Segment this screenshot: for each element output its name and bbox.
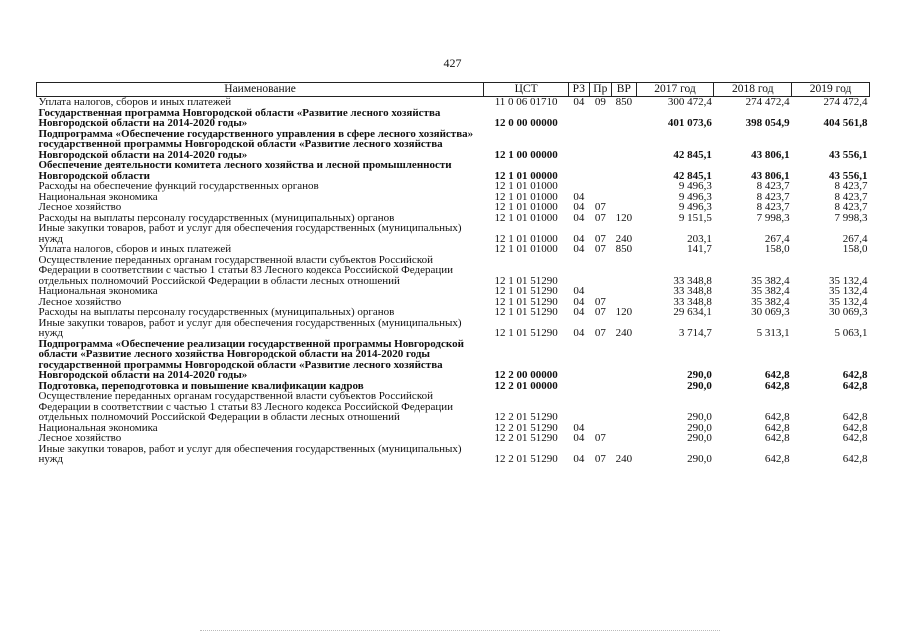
cell-2018: 642,8 xyxy=(764,432,790,444)
cell-vr: 850 xyxy=(615,96,633,108)
cell-2017: 42 845,1 xyxy=(673,148,712,161)
cell-rz: 04 xyxy=(573,285,585,297)
cell-vr: 120 xyxy=(615,306,633,318)
cell-vr xyxy=(612,192,637,203)
page-number: 427 xyxy=(443,56,462,70)
cell-vr xyxy=(612,381,637,392)
cell-2017: 33 348,8 xyxy=(673,295,712,308)
cell-pr xyxy=(589,108,612,129)
cell-rz: 04 xyxy=(573,432,585,444)
cell-name: Иные закупки товаров, работ и услуг для обеспечения государственных (муниципальных) нужд xyxy=(38,222,462,245)
cell-vr: 240 xyxy=(615,232,633,245)
cell-2019: 8 423,7 xyxy=(834,190,868,203)
cell-2019: 642,8 xyxy=(842,379,868,392)
cell-name: Иные закупки товаров, работ и услуг для обеспечения государственных (муниципальных) нужд xyxy=(38,442,462,465)
cell-pr xyxy=(589,181,612,192)
cell-vr: 240 xyxy=(615,453,633,465)
cell-2019: 35 132,4 xyxy=(829,274,868,287)
cell-2017: 401 073,6 xyxy=(667,117,712,129)
table-row xyxy=(37,286,870,297)
cell-vr xyxy=(612,129,637,161)
cell-name: Лесное хозяйство xyxy=(38,432,122,444)
cell-2017: 290,0 xyxy=(687,379,712,392)
cell-pr: 07 xyxy=(594,295,606,308)
header-name: Наименование xyxy=(37,83,484,97)
table-header-row xyxy=(37,83,870,97)
cell-pr xyxy=(589,381,612,392)
cell-cst: 12 2 00 00000 xyxy=(494,369,558,381)
cell-2017: 33 348,8 xyxy=(673,285,712,297)
cell-cst: 12 1 01 51290 xyxy=(494,327,558,339)
cell-2018: 642,8 xyxy=(764,411,790,423)
cell-2017: 290,0 xyxy=(687,421,712,434)
cell-pr xyxy=(589,160,612,181)
cell-pr xyxy=(589,391,612,423)
cell-2019: 267,4 xyxy=(842,232,868,245)
cell-cst: 12 1 01 51290 xyxy=(494,274,558,287)
cell-2018: 35 382,4 xyxy=(751,285,790,297)
cell-cst: 12 1 01 51290 xyxy=(494,306,558,318)
cell-rz xyxy=(569,108,589,129)
cell-pr: 09 xyxy=(594,96,606,108)
cell-2017: 9 496,3 xyxy=(678,201,712,213)
cell-cst: 12 1 01 01000 xyxy=(494,211,558,224)
cell-2019: 642,8 xyxy=(842,432,868,444)
cell-2019: 43 556,1 xyxy=(829,169,868,182)
cell-cst: 12 2 01 51290 xyxy=(494,421,558,434)
cell-cst: 12 1 01 51290 xyxy=(494,295,558,308)
header-rz: РЗ xyxy=(569,83,589,97)
cell-pr: 07 xyxy=(594,306,606,318)
cell-rz xyxy=(569,255,589,287)
table-row xyxy=(37,433,870,444)
cell-pr: 07 xyxy=(594,211,606,224)
cell-vr xyxy=(612,255,637,287)
cell-name: Осуществление переданных органам государственной власти субъектов Российской Федерации в соответствии с частью 1 статьи 83 Лесного кодекса Российской Федерации отдельных полномочий Российской Федерации в области лесных отношений xyxy=(38,390,454,423)
cell-vr: 850 xyxy=(615,243,633,255)
cell-2019: 43 556,1 xyxy=(829,148,868,161)
header-cst: ЦСТ xyxy=(484,83,569,97)
cell-2019: 8 423,7 xyxy=(834,180,868,192)
cell-rz xyxy=(569,129,589,161)
cell-cst: 11 0 06 01710 xyxy=(494,96,558,108)
cell-rz: 04 xyxy=(573,306,585,318)
cell-2017: 33 348,8 xyxy=(673,274,712,287)
cell-rz: 04 xyxy=(573,295,585,308)
cell-name: Лесное хозяйство xyxy=(38,201,122,213)
cell-2019: 404 561,8 xyxy=(823,117,868,129)
header-pr: Пр xyxy=(589,83,612,97)
cell-name: Уплата налогов, сборов и иных платежей xyxy=(38,243,232,255)
table-row xyxy=(37,202,870,213)
cell-rz xyxy=(569,339,589,381)
cell-vr xyxy=(612,108,637,129)
cell-2018: 8 423,7 xyxy=(756,201,790,213)
cell-pr xyxy=(589,255,612,287)
cell-name: Расходы на обеспечение функций государственных органов xyxy=(38,180,319,192)
cell-name: Национальная экономика xyxy=(38,421,158,434)
cell-2018: 5 313,1 xyxy=(756,327,790,339)
cell-rz xyxy=(569,391,589,423)
table-row xyxy=(37,108,870,129)
cell-2018: 8 423,7 xyxy=(756,180,790,192)
cell-2017: 300 472,4 xyxy=(667,96,712,108)
cell-rz: 04 xyxy=(573,232,585,245)
cell-name: Осуществление переданных органам государственной власти субъектов Российской Федерации в соответствии с частью 1 статьи 83 Лесного кодекса Российской Федерации отдельных полномочий Российской Федерации в области лесных отношений xyxy=(38,253,454,287)
cell-cst: 12 1 01 51290 xyxy=(494,285,558,297)
cell-rz: 04 xyxy=(573,453,585,465)
cell-2017: 3 714,7 xyxy=(678,327,712,339)
cell-2019: 7 998,3 xyxy=(834,211,868,224)
cell-name: Расходы на выплаты персоналу государственных (муниципальных) органов xyxy=(38,211,395,224)
table-row xyxy=(37,160,870,181)
cell-2018: 642,8 xyxy=(764,369,790,381)
budget-table xyxy=(36,82,870,465)
cell-2019: 642,8 xyxy=(842,421,868,434)
cell-rz: 04 xyxy=(573,201,585,213)
cell-vr xyxy=(612,433,637,444)
header-vr: ВР xyxy=(612,83,637,97)
cell-cst: 12 1 01 00000 xyxy=(494,169,558,182)
cell-name: Лесное хозяйство xyxy=(38,295,122,308)
cell-2017: 141,7 xyxy=(687,243,712,255)
cell-2018: 7 998,3 xyxy=(756,211,790,224)
cell-cst: 12 2 01 51290 xyxy=(494,432,558,444)
cell-2018: 43 806,1 xyxy=(751,169,790,182)
cell-2018: 35 382,4 xyxy=(751,295,790,308)
cell-vr xyxy=(612,160,637,181)
table-row xyxy=(37,97,870,108)
cell-2019: 642,8 xyxy=(842,411,868,423)
cell-2018: 43 806,1 xyxy=(751,148,790,161)
table-row xyxy=(37,339,870,381)
cell-pr: 07 xyxy=(594,232,606,245)
cell-vr xyxy=(612,181,637,192)
cell-2019: 5 063,1 xyxy=(834,327,868,339)
cell-name: Подпрограмма «Обеспечение реализации государственной программы Новгородской области «Развитие лесного хозяйства Новгородской области на 2014-2020 годы государственной программы Новгородской области «Развитие лесного хозяйства Новгородской области на 2014-2020 годы» xyxy=(38,337,464,381)
cell-pr xyxy=(589,339,612,381)
cell-pr: 07 xyxy=(594,327,606,339)
cell-name: Национальная экономика xyxy=(38,190,158,203)
cell-pr: 07 xyxy=(594,453,606,465)
table-row xyxy=(37,181,870,192)
header-2017: 2017 год xyxy=(636,83,714,97)
scan-artifact-divider xyxy=(200,630,720,635)
cell-2019: 642,8 xyxy=(842,453,868,465)
cell-vr xyxy=(612,391,637,423)
cell-2018: 642,8 xyxy=(764,379,790,392)
cell-2018: 30 069,3 xyxy=(751,306,790,318)
cell-cst: 12 1 01 01000 xyxy=(494,180,558,192)
cell-rz: 04 xyxy=(573,96,585,108)
cell-vr xyxy=(612,423,637,434)
cell-2019: 35 132,4 xyxy=(829,285,868,297)
cell-2019: 35 132,4 xyxy=(829,295,868,308)
cell-2017: 290,0 xyxy=(687,432,712,444)
cell-2018: 158,0 xyxy=(764,243,790,255)
cell-pr xyxy=(589,286,612,297)
cell-2017: 9 496,3 xyxy=(678,190,712,203)
cell-name: Иные закупки товаров, работ и услуг для обеспечения государственных (муниципальных) нужд xyxy=(38,316,462,339)
cell-rz: 04 xyxy=(573,243,585,255)
cell-pr xyxy=(589,129,612,161)
cell-rz xyxy=(569,160,589,181)
cell-cst: 12 2 01 51290 xyxy=(494,453,558,465)
header-2019: 2019 год xyxy=(792,83,870,97)
cell-rz: 04 xyxy=(573,211,585,224)
cell-2018: 642,8 xyxy=(764,453,790,465)
table-row xyxy=(37,244,870,255)
cell-rz xyxy=(569,181,589,192)
cell-vr: 120 xyxy=(615,211,633,224)
cell-name: Подготовка, переподготовка и повышение квалификации кадров xyxy=(38,379,364,392)
cell-2019: 274 472,4 xyxy=(823,96,868,108)
cell-vr: 240 xyxy=(615,327,633,339)
cell-name: Национальная экономика xyxy=(38,285,158,297)
table-row xyxy=(37,423,870,434)
cell-vr xyxy=(612,286,637,297)
cell-2018: 267,4 xyxy=(764,232,790,245)
cell-rz: 04 xyxy=(573,327,585,339)
cell-2019: 30 069,3 xyxy=(829,306,868,318)
table-row xyxy=(37,318,870,339)
cell-2018: 398 054,9 xyxy=(745,117,790,129)
table-row xyxy=(37,391,870,423)
cell-name: Обеспечение деятельности комитета лесного хозяйства и лесной промышленности Новгородской области xyxy=(38,159,452,182)
cell-name: Подпрограмма «Обеспечение государственного управления в сфере лесного хозяйства» государственной программы Новгородской области «Развитие лесного хозяйства Новгородской области на 2014-2020 годы» xyxy=(38,127,474,161)
cell-rz: 04 xyxy=(573,190,585,203)
table-row xyxy=(37,255,870,287)
cell-2019: 8 423,7 xyxy=(834,201,868,213)
cell-2018: 8 423,7 xyxy=(756,190,790,203)
cell-2018: 35 382,4 xyxy=(751,274,790,287)
table-body xyxy=(37,97,870,465)
cell-pr: 07 xyxy=(594,432,606,444)
cell-2017: 290,0 xyxy=(687,453,712,465)
cell-pr: 07 xyxy=(594,243,606,255)
cell-2017: 290,0 xyxy=(687,369,712,381)
cell-2017: 9 151,5 xyxy=(678,211,712,224)
cell-2019: 642,8 xyxy=(842,369,868,381)
cell-name: Уплата налогов, сборов и иных платежей xyxy=(38,96,232,108)
cell-2017: 29 634,1 xyxy=(673,306,712,318)
cell-rz: 04 xyxy=(573,421,585,434)
cell-cst: 12 1 00 00000 xyxy=(494,148,558,161)
cell-vr xyxy=(612,339,637,381)
cell-2019: 158,0 xyxy=(842,243,868,255)
table-row xyxy=(37,444,870,465)
cell-cst: 12 0 00 00000 xyxy=(494,117,558,129)
cell-name: Государственная программа Новгородской области «Развитие лесного хозяйства Новгородской области на 2014-2020 годы» xyxy=(38,106,441,129)
cell-vr xyxy=(612,202,637,213)
cell-rz xyxy=(569,381,589,392)
cell-cst: 12 1 01 01000 xyxy=(494,243,558,255)
cell-cst: 12 1 01 01000 xyxy=(494,201,558,213)
cell-name: Расходы на выплаты персоналу государственных (муниципальных) органов xyxy=(38,306,395,318)
table-row xyxy=(37,129,870,161)
cell-cst: 12 2 01 51290 xyxy=(494,411,558,423)
table-row xyxy=(37,307,870,318)
cell-pr: 07 xyxy=(594,201,606,213)
cell-2017: 9 496,3 xyxy=(678,180,712,192)
cell-2017: 203,1 xyxy=(687,232,712,245)
cell-cst: 12 1 01 01000 xyxy=(494,232,558,245)
cell-cst: 12 1 01 01000 xyxy=(494,190,558,203)
cell-2017: 290,0 xyxy=(687,411,712,423)
table-row xyxy=(37,192,870,203)
cell-2017: 42 845,1 xyxy=(673,169,712,182)
cell-cst: 12 2 01 00000 xyxy=(494,379,558,392)
header-2018: 2018 год xyxy=(714,83,792,97)
cell-2018: 642,8 xyxy=(764,421,790,434)
table-row xyxy=(37,223,870,244)
cell-2018: 274 472,4 xyxy=(745,96,790,108)
